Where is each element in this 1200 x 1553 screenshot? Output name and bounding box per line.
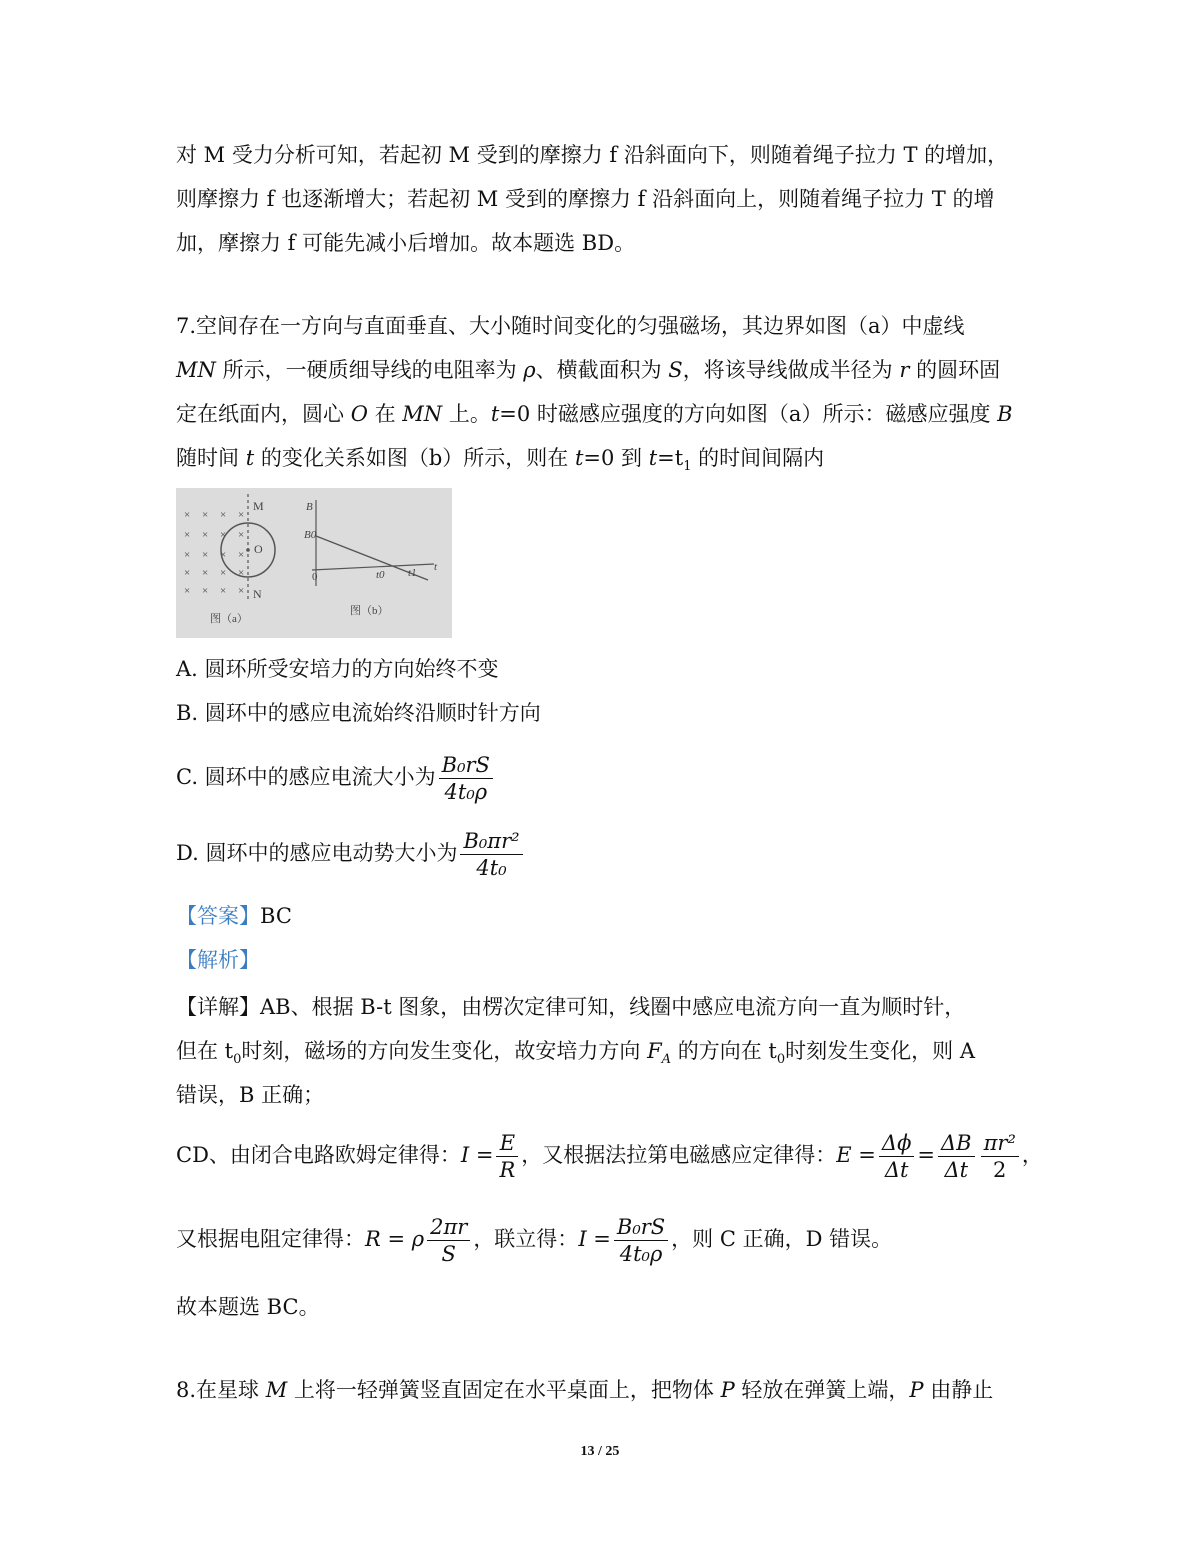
field-mark: × [238, 509, 245, 521]
detail-line-3: 错误，B 正确； [176, 1083, 325, 1107]
field-mark: × [220, 549, 227, 561]
option-d-fraction: $\frac{\text{B₀πr²}}{\text{4t₀}}$ [460, 828, 522, 881]
prev-line-2: 则摩擦力 f 也逐渐增大；若起初 M 受到的摩擦力 f 沿斜面向上，则随着绳子拉力 T 的增 [176, 187, 995, 211]
option-a: A. 圆环所受安培力的方向始终不变 [176, 657, 499, 681]
option-d: D. 圆环中的感应电动势大小为 $\frac{\text{B₀πr²}}{\text{4t₀}}$ [176, 828, 526, 881]
q7-line-4: 随时间 t 的变化关系如图（b）所示，则在 t=0 到 $t=t_1$ 的时间间隔内 [176, 446, 825, 475]
label-n: N [253, 587, 262, 601]
analysis-label: 【解析】 [176, 948, 260, 972]
q7-line-2: MN 所示，一硬质细导线的电阻率为 ρ、横截面积为 S，将该导线做成半径为 r 的圆环固 [176, 358, 1001, 382]
field-mark: × [220, 509, 227, 521]
field-mark: × [220, 585, 227, 597]
field-mark: × [202, 509, 209, 521]
center-dot [246, 548, 250, 552]
caption-a: 图（a） [210, 613, 248, 625]
prev-line-3: 加，摩擦力 f 可能先减小后增加。故本题选 BD。 [176, 231, 636, 255]
field-mark: × [238, 529, 245, 541]
detail-line-1: 【详解】AB、根据 B-t 图象，由楞次定律可知，线圈中感应电流方向一直为顺时针， [176, 995, 966, 1019]
label-o: O [254, 542, 263, 556]
field-mark: × [184, 529, 191, 541]
label-t-axis: t [434, 561, 438, 573]
caption-b: 图（b） [350, 605, 389, 617]
q7-line-1: 7.空间存在一方向与直面垂直、大小随时间变化的匀强磁场，其边界如图（a）中虚线 [176, 314, 965, 338]
q8-line-1: 8.在星球 M 上将一轻弹簧竖直固定在水平桌面上，把物体 P 轻放在弹簧上端，P 由静止 [176, 1378, 994, 1402]
detail-formula-line-2: 又根据电阻定律得：R = ρ $\frac{2\pi r}{S}$ ，联立得：I = $\frac{\text{B₀rS}}{\text{4t₀ρ}}$ ，则 C 正确，D 错误。 [176, 1215, 893, 1266]
prev-line-1: 对 M 受力分析可知，若起初 M 受到的摩擦力 f 沿斜面向下，则随着绳子拉力 T 的增加， [176, 143, 1009, 167]
answer-line: 【答案】BC [176, 904, 292, 928]
q7-line-3: 定在纸面内，圆心 O 在 MN 上。t=0 时磁感应强度的方向如图（a）所示：磁感应强度 B [176, 402, 1013, 426]
field-mark: × [220, 567, 227, 579]
field-mark: × [202, 567, 209, 579]
label-t0: t0 [376, 569, 385, 581]
field-mark: × [238, 567, 245, 579]
field-mark: × [202, 529, 209, 541]
field-mark: × [184, 509, 191, 521]
detail-line-2: 但在 $t_0$时刻，磁场的方向发生变化，故安培力方向 $F_A$ 的方向在 $t_0$时刻发生变化，则 A [176, 1039, 975, 1068]
label-m: M [253, 499, 264, 513]
detail-conclusion: 故本题选 BC。 [176, 1295, 320, 1319]
label-t1: t1 [408, 567, 417, 579]
field-mark: × [220, 529, 227, 541]
field-mark: × [184, 567, 191, 579]
option-c: C. 圆环中的感应电流大小为 $\frac{\text{B₀rS}}{\text{4t₀ρ}}$ [176, 752, 496, 805]
label-b-axis: B [306, 501, 313, 513]
field-mark: × [202, 549, 209, 561]
field-mark: × [184, 549, 191, 561]
field-mark: × [202, 585, 209, 597]
detail-formula-line-1: CD、由闭合电路欧姆定律得：I = $\frac{E}{R}$ ，又根据法拉第电磁感应定律得：E = $\frac{\Delta\phi}{\Delta t}$ = $\frac{\Delta B}{\Delta t}$ $\frac{\text{πr²}}{2}$ ， [176, 1131, 1043, 1182]
label-b0: B0 [304, 529, 317, 541]
page-number: 13 / 25 [580, 1444, 620, 1459]
field-mark: × [238, 585, 245, 597]
field-mark: × [238, 549, 245, 561]
figure-svg [176, 488, 452, 638]
question-figure [176, 488, 452, 638]
option-c-fraction: $\frac{\text{B₀rS}}{\text{4t₀ρ}}$ [439, 752, 493, 805]
label-zero: 0 [312, 571, 318, 583]
field-mark: × [184, 585, 191, 597]
option-b: B. 圆环中的感应电流始终沿顺时针方向 [176, 701, 541, 725]
